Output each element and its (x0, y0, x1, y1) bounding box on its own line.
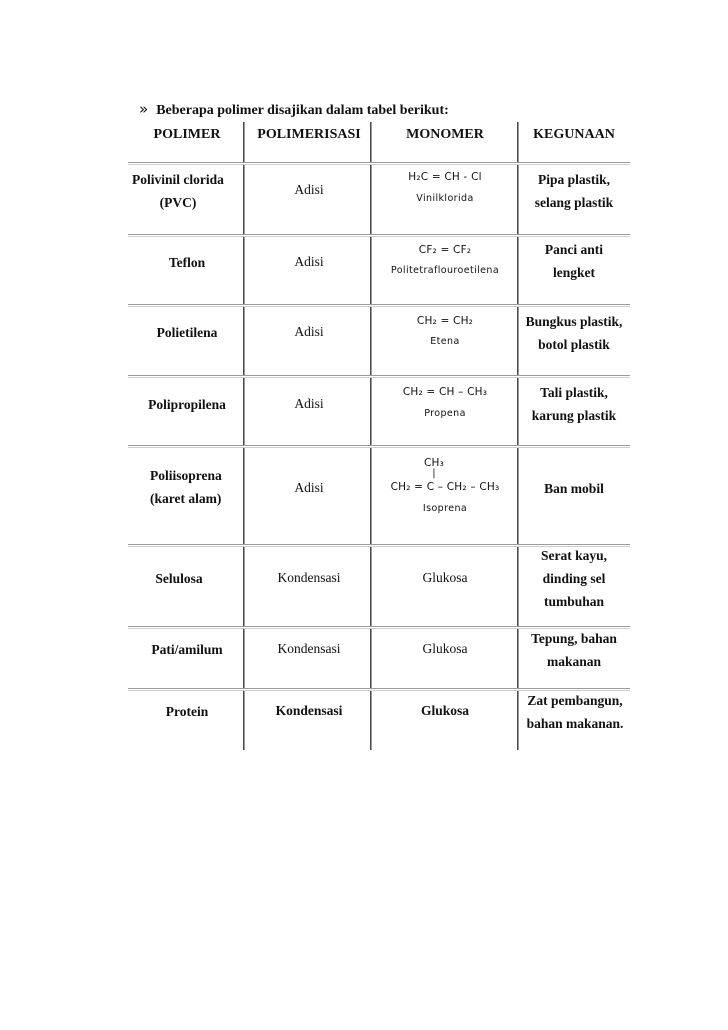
kegunaan-line: Bungkus plastik, (525, 314, 623, 329)
monomer-cell: Glukosa (422, 641, 468, 656)
polimer-cell (118, 168, 238, 214)
monomer-formula: CH₂ = C – CH₂ – CH₃ (390, 481, 500, 493)
polimer-name: Polivinil clorida (132, 172, 224, 187)
kegunaan-cell (518, 627, 630, 673)
polimer-name: Selulosa (155, 571, 203, 586)
row-divider (128, 304, 630, 307)
header-polimer: POLIMER (153, 127, 221, 142)
polimer-name: (karet alam) (150, 491, 222, 506)
row-divider (128, 162, 630, 165)
polimer-name: Protein (165, 704, 209, 719)
row-divider (128, 375, 630, 378)
kegunaan-cell (518, 477, 630, 500)
header-monomer: MONOMER (406, 127, 484, 142)
header-polimerisasi: POLIMERISASI (257, 127, 361, 142)
kegunaan-line: botol plastik (538, 337, 610, 352)
header-kegunaan: KEGUNAAN (533, 127, 615, 142)
kegunaan-line: Panci anti (544, 242, 604, 257)
polimerisasi-cell: Adisi (294, 480, 324, 495)
polimerisasi-cell: Adisi (294, 324, 324, 339)
kegunaan-cell (518, 310, 630, 356)
monomer-name: Propena (424, 408, 466, 419)
kegunaan-line: tumbuhan (543, 594, 605, 609)
polimer-name: Pati/amilum (151, 642, 223, 657)
intro-text: Beberapa polimer disajikan dalam tabel berikut: (156, 103, 449, 118)
polimerisasi-cell: Kondensasi (275, 703, 343, 718)
monomer-formula: H₂C = CH - Cl (408, 171, 482, 183)
monomer-name: Politetraflouroetilena (390, 265, 500, 276)
monomer-name: Isoprena (422, 503, 468, 514)
polimer-name: Polietilena (156, 325, 218, 340)
monomer-formula: CH₂ = CH₂ (416, 315, 474, 327)
kegunaan-line: Tali plastik, (540, 385, 608, 400)
kegunaan-line: karung plastik (531, 408, 617, 423)
polimer-name: Poliisoprena (150, 468, 222, 483)
kegunaan-line: selang plastik (534, 195, 614, 210)
monomer-branch: CH₃ (423, 457, 445, 469)
monomer-bond: | (432, 468, 436, 479)
polimer-cell (128, 393, 246, 416)
kegunaan-line: Ban mobil (544, 481, 604, 496)
monomer-formula: CF₂ = CF₂ (418, 244, 472, 256)
kegunaan-line: Tepung, bahan (531, 631, 617, 646)
polimer-name: Teflon (168, 255, 206, 270)
polimer-cell (128, 700, 246, 723)
polimer-name: (PVC) (159, 195, 197, 210)
polimer-cell (120, 567, 238, 590)
kegunaan-cell (518, 544, 630, 613)
polimer-cell (128, 464, 246, 510)
polimerisasi-cell: Kondensasi (277, 570, 341, 585)
kegunaan-cell (518, 238, 630, 284)
polimer-cell (128, 638, 246, 661)
intro-line (139, 100, 449, 119)
monomer-cell: Glukosa (422, 570, 468, 585)
row-divider (128, 234, 630, 237)
polimerisasi-cell: Adisi (294, 182, 324, 197)
polimer-name: Polipropilena (148, 397, 226, 412)
bullet-icon: » (139, 100, 149, 118)
kegunaan-cell (518, 168, 630, 214)
kegunaan-cell (516, 689, 634, 735)
kegunaan-line: Serat kayu, (540, 548, 607, 563)
kegunaan-line: bahan makanan. (526, 716, 624, 731)
monomer-cell: Glukosa (420, 703, 470, 718)
polimerisasi-cell: Adisi (294, 254, 324, 269)
monomer-name: Etena (430, 336, 460, 347)
kegunaan-line: makanan (546, 654, 602, 669)
kegunaan-line: Pipa plastik, (537, 172, 611, 187)
polimer-cell (128, 251, 246, 274)
monomer-formula: CH₂ = CH – CH₃ (402, 386, 488, 398)
row-divider (128, 445, 630, 448)
kegunaan-cell (518, 381, 630, 427)
kegunaan-line: lengket (553, 265, 595, 280)
kegunaan-line: dinding sel (542, 571, 606, 586)
polimerisasi-cell: Kondensasi (277, 641, 341, 656)
polimer-cell (128, 321, 246, 344)
kegunaan-line: Zat pembangun, (527, 693, 623, 708)
polimerisasi-cell: Adisi (294, 396, 324, 411)
monomer-name: Vinilklorida (416, 193, 474, 204)
